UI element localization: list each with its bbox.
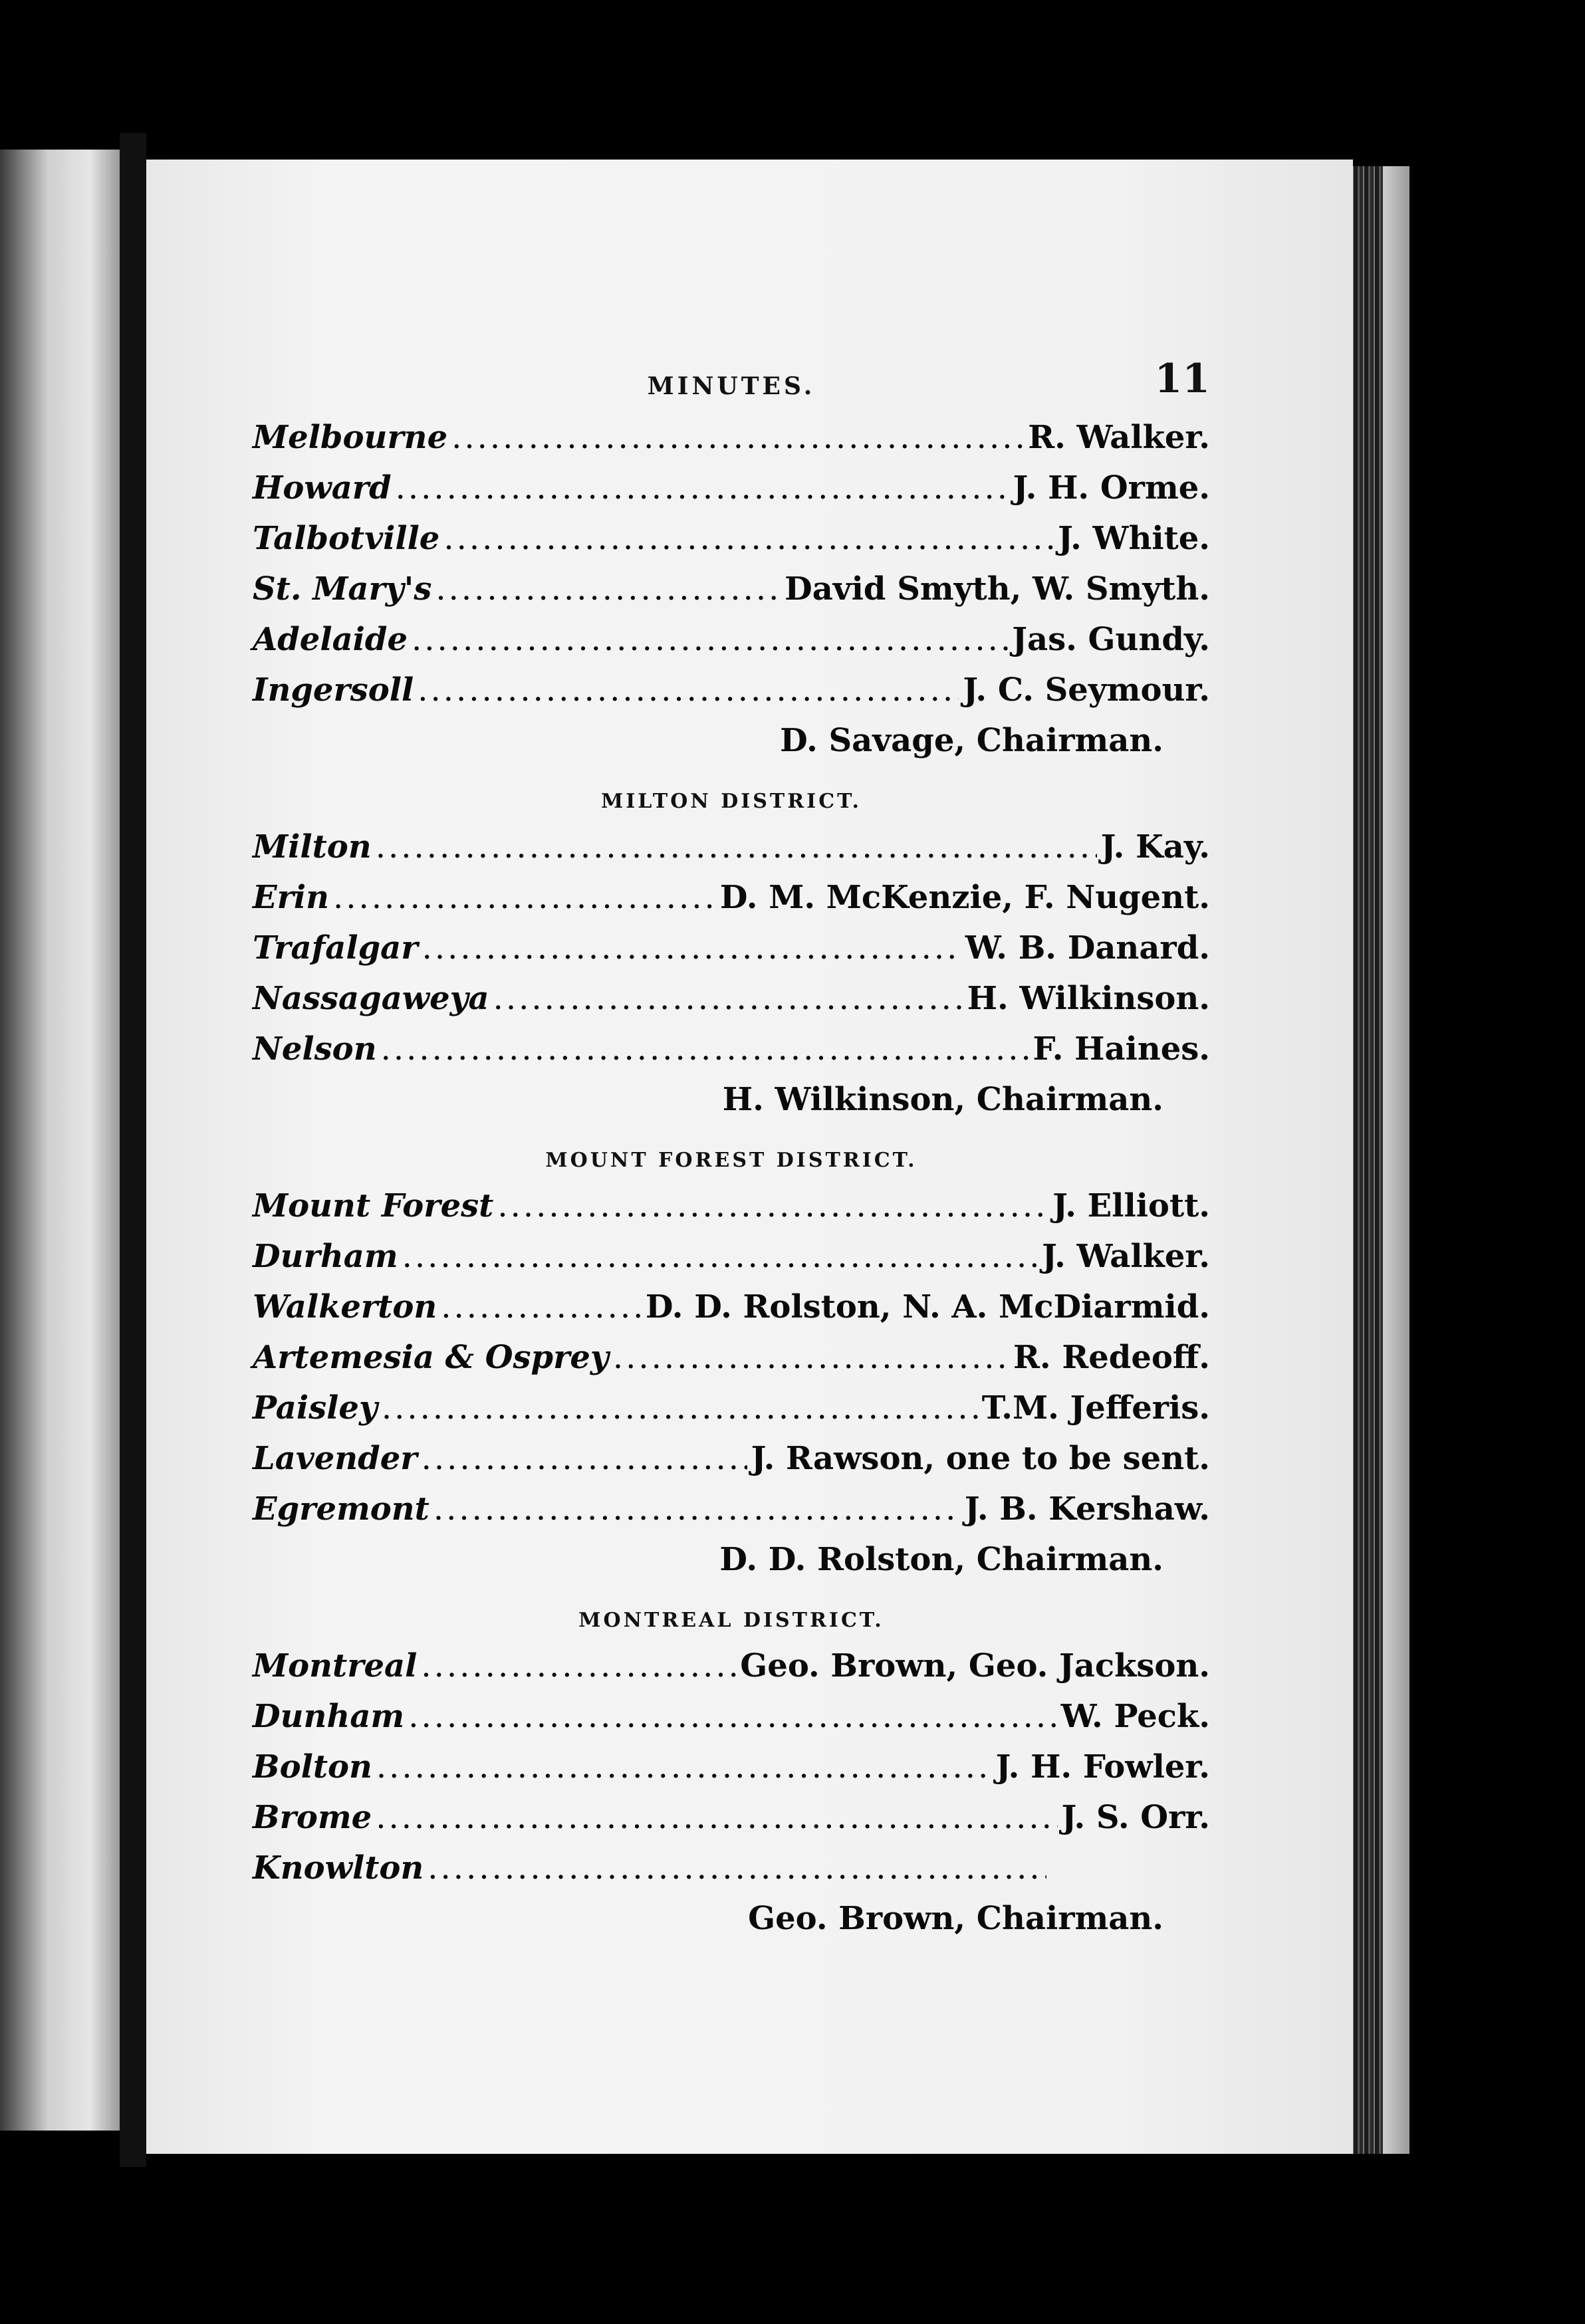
preacher-names: R. Walker. bbox=[1028, 419, 1210, 456]
dot-leader bbox=[376, 1799, 1057, 1836]
facing-page-edge bbox=[0, 150, 120, 2131]
dot-leader bbox=[433, 1490, 961, 1528]
circuit-name: Montreal bbox=[253, 1647, 418, 1685]
running-title: MINUTES. bbox=[647, 372, 816, 400]
appointment-row bbox=[253, 1490, 1210, 1541]
circuit-name: Trafalgar bbox=[253, 929, 418, 967]
district-chairman: D. D. Rolston, Chairman. bbox=[719, 1541, 1163, 1578]
appointment-row bbox=[253, 1440, 1210, 1490]
preacher-names: David Smyth, W. Smyth. bbox=[785, 570, 1210, 608]
circuit-name: Brome bbox=[253, 1799, 372, 1836]
preacher-names: J. H. Fowler. bbox=[995, 1748, 1210, 1786]
appointment-row bbox=[253, 879, 1210, 929]
running-head bbox=[253, 346, 1210, 419]
appointment-row bbox=[253, 1030, 1210, 1081]
circuit-name: Melbourne bbox=[253, 419, 448, 456]
book-page bbox=[146, 160, 1353, 2154]
circuit-name: Bolton bbox=[253, 1748, 372, 1786]
circuit-name: Dunham bbox=[253, 1698, 405, 1735]
appointment-row bbox=[253, 1698, 1210, 1748]
circuit-name: Ingersoll bbox=[253, 671, 414, 709]
preacher-names: J. Rawson, one to be sent. bbox=[751, 1440, 1210, 1477]
appointment-row bbox=[253, 1647, 1210, 1698]
circuit-name: Mount Forest bbox=[253, 1187, 494, 1224]
circuit-name: Nassagaweya bbox=[253, 980, 489, 1017]
dot-leader bbox=[382, 1389, 978, 1427]
dot-leader bbox=[493, 980, 963, 1017]
circuit-name: Howard bbox=[253, 469, 392, 507]
preacher-names: J. C. Seymour. bbox=[963, 671, 1210, 709]
dot-leader bbox=[408, 1698, 1056, 1735]
preacher-names: J. Elliott. bbox=[1052, 1187, 1210, 1224]
appointment-row bbox=[253, 929, 1210, 980]
preacher-names: T.M. Jefferis. bbox=[981, 1389, 1210, 1427]
dot-leader bbox=[396, 469, 1009, 507]
dot-leader bbox=[613, 1339, 1009, 1376]
appointment-row bbox=[253, 469, 1210, 520]
appointment-row bbox=[253, 1849, 1210, 1900]
circuit-name: Lavender bbox=[253, 1440, 418, 1477]
circuit-name: Egremont bbox=[253, 1490, 429, 1528]
preacher-names: F. Haines. bbox=[1033, 1030, 1210, 1068]
circuit-name: Durham bbox=[253, 1238, 398, 1275]
preacher-names: R. Redeoff. bbox=[1013, 1339, 1210, 1376]
circuit-name: Nelson bbox=[253, 1030, 377, 1068]
district-chairman: D. Savage, Chairman. bbox=[780, 722, 1163, 759]
appointment-row bbox=[253, 980, 1210, 1030]
page-stack-edge-outer bbox=[1383, 166, 1409, 2154]
appointment-row bbox=[253, 520, 1210, 570]
district-section bbox=[253, 1594, 1210, 1953]
appointment-row bbox=[253, 1748, 1210, 1799]
dot-leader bbox=[381, 1030, 1029, 1068]
district-chairman: H. Wilkinson, Chairman. bbox=[722, 1081, 1163, 1118]
dot-leader bbox=[412, 621, 1008, 658]
preacher-names: J. S. Orr. bbox=[1061, 1799, 1210, 1836]
appointment-row bbox=[253, 828, 1210, 879]
preacher-names: H. Wilkinson. bbox=[967, 980, 1210, 1017]
preacher-names: J. B. Kershaw. bbox=[964, 1490, 1210, 1528]
district-chairman: Geo. Brown, Chairman. bbox=[748, 1900, 1163, 1937]
appointment-row bbox=[253, 1339, 1210, 1389]
district-heading: MONTREAL DISTRICT. bbox=[578, 1609, 884, 1632]
circuit-name: Talbotville bbox=[253, 520, 440, 557]
page-text bbox=[253, 346, 1210, 1953]
dot-leader bbox=[427, 1849, 1046, 1887]
dot-leader bbox=[451, 419, 1024, 456]
appointment-row bbox=[253, 1238, 1210, 1288]
district-section bbox=[253, 1134, 1210, 1594]
circuit-name: Knowlton bbox=[253, 1849, 424, 1887]
circuit-name: Walkerton bbox=[253, 1288, 437, 1326]
preacher-names: Jas. Gundy. bbox=[1012, 621, 1210, 658]
dot-leader bbox=[421, 1647, 736, 1685]
preacher-names: J. H. Orme. bbox=[1013, 469, 1210, 507]
district-section bbox=[253, 419, 1210, 775]
preacher-names: J. Walker. bbox=[1042, 1238, 1210, 1275]
dot-leader bbox=[443, 520, 1054, 557]
dot-leader bbox=[422, 929, 961, 967]
dot-leader bbox=[402, 1238, 1038, 1275]
circuit-name: Paisley bbox=[253, 1389, 378, 1427]
preacher-names: W. B. Danard. bbox=[965, 929, 1210, 967]
appointment-row bbox=[253, 1389, 1210, 1440]
preacher-names: D. M. McKenzie, F. Nugent. bbox=[719, 879, 1210, 916]
district-heading: MOUNT FOREST DISTRICT. bbox=[545, 1149, 917, 1172]
appointment-row bbox=[253, 419, 1210, 469]
dot-leader bbox=[422, 1440, 747, 1477]
appointment-row bbox=[253, 1187, 1210, 1238]
dot-leader bbox=[333, 879, 716, 916]
preacher-names: J. Kay. bbox=[1100, 828, 1210, 866]
preacher-names: Geo. Brown, Geo. Jackson. bbox=[740, 1647, 1210, 1685]
dot-leader bbox=[497, 1187, 1048, 1224]
circuit-name: St. Mary's bbox=[253, 570, 432, 608]
preacher-names: W. Peck. bbox=[1060, 1698, 1210, 1735]
dot-leader bbox=[376, 828, 1097, 866]
appointment-row bbox=[253, 1288, 1210, 1339]
circuit-name: Adelaide bbox=[253, 621, 408, 658]
appointment-row bbox=[253, 1799, 1210, 1849]
dot-leader bbox=[376, 1748, 992, 1786]
district-heading: MILTON DISTRICT. bbox=[601, 790, 862, 813]
circuit-name: Milton bbox=[253, 828, 372, 866]
district-section bbox=[253, 775, 1210, 1134]
appointment-row bbox=[253, 621, 1210, 671]
dot-leader bbox=[435, 570, 781, 608]
circuit-name: Artemesia & Osprey bbox=[253, 1339, 609, 1376]
preacher-names: J. White. bbox=[1058, 520, 1210, 557]
preacher-names: D. D. Rolston, N. A. McDiarmid. bbox=[645, 1288, 1210, 1326]
appointment-row bbox=[253, 570, 1210, 621]
dot-leader bbox=[418, 671, 959, 709]
circuit-name: Erin bbox=[253, 879, 330, 916]
dot-leader bbox=[441, 1288, 642, 1326]
page-number: 11 bbox=[1154, 356, 1210, 402]
appointment-row bbox=[253, 671, 1210, 722]
book-gutter bbox=[120, 133, 146, 2167]
